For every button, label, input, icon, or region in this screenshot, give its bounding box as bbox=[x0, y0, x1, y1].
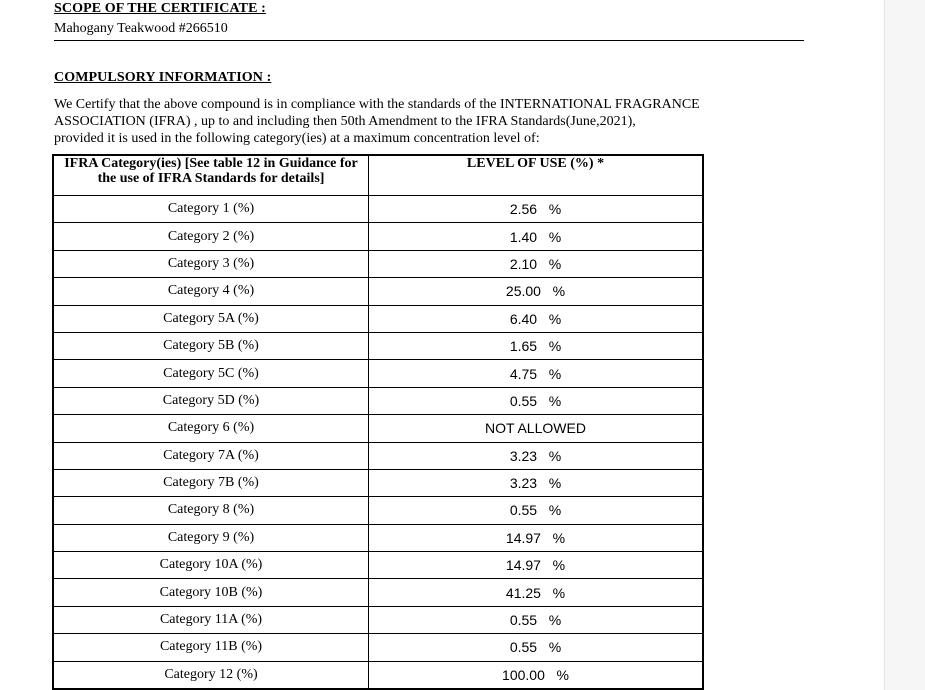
category-cell: Category 5A (%) bbox=[53, 305, 369, 332]
table-header-row bbox=[53, 155, 703, 196]
header-level-of-use: LEVEL OF USE (%) * bbox=[369, 155, 704, 196]
table-row bbox=[53, 469, 703, 496]
table-row bbox=[53, 634, 703, 661]
level-cell: 2.10 % bbox=[369, 250, 704, 277]
level-cell: 1.40 % bbox=[369, 223, 704, 250]
table-row bbox=[53, 223, 703, 250]
table-row bbox=[53, 661, 703, 689]
table-row bbox=[53, 415, 703, 442]
level-cell: 14.97 % bbox=[369, 524, 704, 551]
level-cell: 14.97 % bbox=[369, 552, 704, 579]
level-cell: 3.23 % bbox=[369, 442, 704, 469]
category-cell: Category 3 (%) bbox=[53, 250, 369, 277]
level-cell: 6.40 % bbox=[369, 305, 704, 332]
table-row bbox=[53, 579, 703, 606]
category-cell: Category 6 (%) bbox=[53, 415, 369, 442]
compliance-line: We Certify that the above compound is in compliance with the standards of the INTERNATIONAL FRAGRANCE bbox=[54, 97, 700, 112]
compliance-line: ASSOCIATION (IFRA) , up to and including then 50th Amendment to the IFRA Standards(June,2021), bbox=[54, 114, 636, 129]
category-cell: Category 2 (%) bbox=[53, 223, 369, 250]
level-cell: 0.55 % bbox=[369, 387, 704, 414]
level-cell: 2.56 % bbox=[369, 196, 704, 223]
table-row bbox=[53, 305, 703, 332]
table-row bbox=[53, 332, 703, 359]
level-cell: 1.65 % bbox=[369, 332, 704, 359]
category-cell: Category 9 (%) bbox=[53, 524, 369, 551]
scope-heading: SCOPE OF THE CERTIFICATE : bbox=[54, 1, 266, 16]
category-cell: Category 10A (%) bbox=[53, 552, 369, 579]
viewer-scroll-gutter bbox=[884, 0, 925, 690]
table-row bbox=[53, 196, 703, 223]
scope-value: Mahogany Teakwood #266510 bbox=[54, 21, 228, 36]
level-cell: NOT ALLOWED bbox=[369, 415, 704, 442]
category-cell: Category 5C (%) bbox=[53, 360, 369, 387]
level-cell: 0.55 % bbox=[369, 606, 704, 633]
category-cell: Category 11B (%) bbox=[53, 634, 369, 661]
category-cell: Category 10B (%) bbox=[53, 579, 369, 606]
level-cell: 41.25 % bbox=[369, 579, 704, 606]
level-cell: 25.00 % bbox=[369, 278, 704, 305]
level-cell: 3.23 % bbox=[369, 469, 704, 496]
table-row bbox=[53, 524, 703, 551]
category-cell: Category 1 (%) bbox=[53, 196, 369, 223]
category-cell: Category 4 (%) bbox=[53, 278, 369, 305]
table-row bbox=[53, 250, 703, 277]
level-cell: 100.00 % bbox=[369, 661, 704, 689]
category-cell: Category 8 (%) bbox=[53, 497, 369, 524]
table-row bbox=[53, 278, 703, 305]
category-cell: Category 5B (%) bbox=[53, 332, 369, 359]
table-row bbox=[53, 387, 703, 414]
table-row bbox=[53, 442, 703, 469]
compliance-statement bbox=[54, 96, 754, 147]
table-row bbox=[53, 360, 703, 387]
category-cell: Category 7B (%) bbox=[53, 469, 369, 496]
category-cell: Category 5D (%) bbox=[53, 387, 369, 414]
category-cell: Category 7A (%) bbox=[53, 442, 369, 469]
compulsory-heading: COMPULSORY INFORMATION : bbox=[54, 70, 272, 85]
table-row bbox=[53, 552, 703, 579]
level-cell: 0.55 % bbox=[369, 634, 704, 661]
level-cell: 0.55 % bbox=[369, 497, 704, 524]
level-cell: 4.75 % bbox=[369, 360, 704, 387]
compliance-line: provided it is used in the following category(ies) at a maximum concentration level of: bbox=[54, 131, 540, 146]
divider bbox=[54, 40, 804, 41]
table-row bbox=[53, 497, 703, 524]
header-category: IFRA Category(ies) [See table 12 in Guidance for the use of IFRA Standards for details] bbox=[53, 155, 369, 196]
ifra-levels-table bbox=[52, 154, 704, 690]
category-cell: Category 11A (%) bbox=[53, 606, 369, 633]
table-row bbox=[53, 606, 703, 633]
category-cell: Category 12 (%) bbox=[53, 661, 369, 689]
